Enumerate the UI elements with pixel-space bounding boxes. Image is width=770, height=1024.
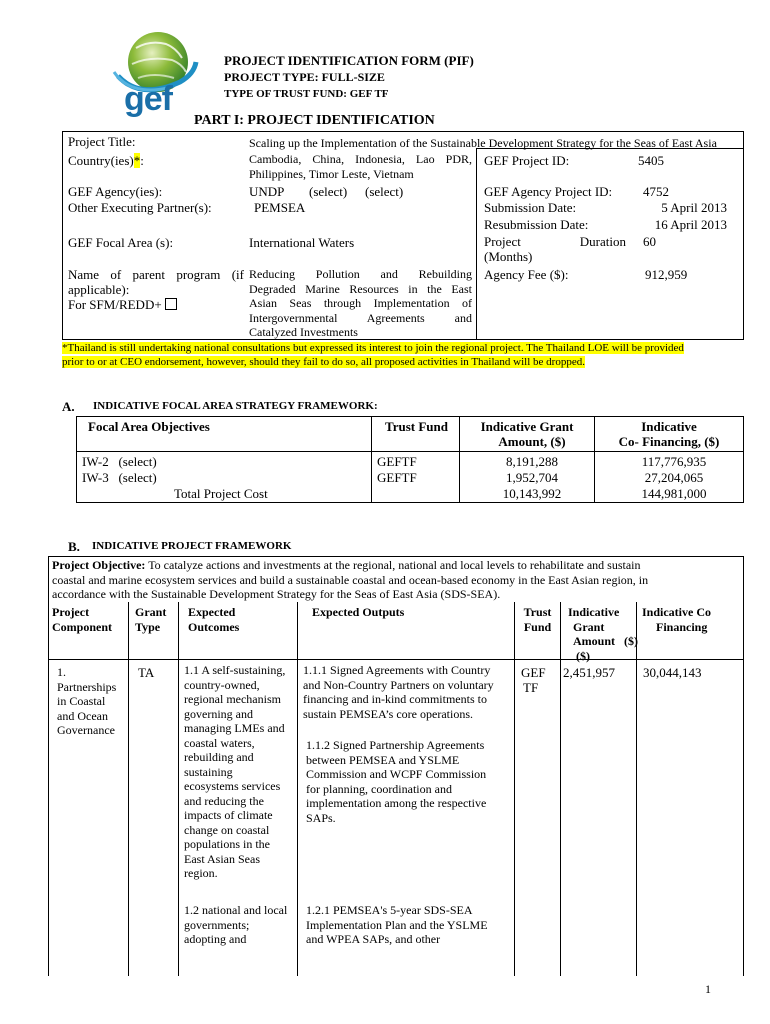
b-output-1-1-2: 1.1.2 Signed Partnership Agreements between PEMSEA and YSLME Commission and WCPF Commission for planning, coordination and implementation among the respective SAPs. (306, 738, 487, 825)
b-trust-fund-gef-tf: GEF TF (521, 665, 546, 695)
b-col5 (560, 602, 561, 976)
b-col1 (128, 602, 129, 976)
part1-left-border (62, 131, 63, 340)
agency-fee-value: 912,959 (645, 267, 688, 282)
form-title: PROJECT IDENTIFICATION FORM (PIF) (224, 53, 474, 68)
logo-wordmark: gef (124, 80, 172, 118)
a-total-cofin: 144,981,000 (641, 486, 707, 501)
a-table-top (76, 416, 744, 417)
b-col6 (636, 602, 637, 976)
a-total-grant: 10,143,992 (502, 486, 562, 501)
duration-value: 60 (643, 234, 656, 249)
project-title-value: Scaling up the Implementation of the Sustainable Development Strategy for the Seas of East Asia (249, 136, 717, 150)
gef-logo (110, 22, 200, 122)
b-component-1: 1. Partnerships in Coastal and Ocean Governance (57, 665, 117, 737)
project-type: PROJECT TYPE: FULL-SIZE (224, 70, 385, 84)
b-outcome-1-1: 1.1 A self-sustaining, country-owned, regional mechanism governing and managing LMEs and coastal waters, rebuilding and sustaining ecosystems services and reducing the impacts of climate change on coastal populations in the East Asian Seas region. (184, 663, 286, 880)
parent-program-label: Name of parent program (if applicable): For SFM/REDD+ (68, 267, 244, 312)
focal-area-value: International Waters (249, 235, 355, 250)
country-label: Country(ies)*: (68, 153, 144, 168)
sfm-redd-checkbox[interactable] (165, 298, 177, 310)
a-header-cofin: Indicative Co- Financing, ($) (618, 419, 720, 449)
gef-agency-label: GEF Agency(ies): (68, 184, 163, 199)
a-row1-objective: IW-2 (select) (82, 454, 157, 469)
b-table-head-bottom (48, 659, 744, 660)
part1-col-divider (476, 148, 477, 339)
a-table-left (76, 416, 77, 503)
b-header-component: Project Component (52, 605, 113, 634)
gef-project-id-value: 5405 (638, 153, 664, 168)
a-header-objectives: Focal Area Objectives (88, 419, 210, 434)
resubmission-date-value: 16 April 2013 (654, 217, 727, 232)
b-header-cofin: Indicative Co Financing ($) (624, 605, 711, 648)
b-header-grant-amount: Indicative Grant Amount ($) (568, 605, 620, 663)
b-table-right (743, 556, 744, 976)
page-number: 1 (705, 982, 711, 996)
a-header-grant: Indicative Grant Amount, ($) (480, 419, 574, 449)
b-col4 (514, 602, 515, 976)
other-exec-label: Other Executing Partner(s): (68, 200, 212, 215)
b-header-outputs: Expected Outputs (312, 605, 405, 619)
b-col2 (178, 602, 179, 976)
a-table-col1 (371, 416, 372, 503)
b-col3 (297, 602, 298, 976)
b-output-1-1-1: 1.1.1 Signed Agreements with Country and Non-Country Partners on voluntary financing and in-kind commitments to sustain PEMSEA’s core operations. (303, 663, 494, 721)
section-b-letter: B. (68, 539, 80, 554)
b-table-top (48, 556, 744, 557)
project-title-label: Project Title: (68, 134, 136, 149)
gef-project-id-label: GEF Project ID: (484, 153, 570, 168)
a-table-head-bottom (76, 451, 744, 452)
a-header-trust-fund: Trust Fund (385, 419, 448, 434)
submission-date-value: 5 April 2013 (661, 200, 727, 215)
agency-select-2[interactable]: (select) (365, 184, 404, 199)
b-output-1-2-1: 1.2.1 PEMSEA's 5-year SDS-SEA Implementation Plan and the YSLME and WPEA SAPs, and other (306, 903, 488, 946)
part1-right-border (743, 131, 744, 340)
section-a-title: INDICATIVE FOCAL AREA STRATEGY FRAMEWORK: (93, 400, 378, 412)
b-table-left (48, 556, 49, 976)
trust-fund-type: TYPE OF TRUST FUND: GEF TF (224, 88, 389, 100)
a-table-bottom (76, 502, 744, 503)
agency-select-1[interactable]: (select) (309, 184, 348, 199)
submission-date-label: Submission Date: (484, 200, 577, 215)
parent-program-value: Reducing Pollution and Rebuilding Degraded Marine Resources in the East Asian Seas through Implementation of Intergovernmental Agreements and Catalyzed Investments (249, 267, 472, 339)
section-a-letter: A. (62, 399, 75, 414)
b-outcome-1-2: 1.2 national and local governments; adopting and (184, 903, 288, 946)
a-row1-cofin: 117,776,935 (641, 454, 707, 469)
b-cofin-amount-1: 30,044,143 (643, 665, 702, 680)
b-header-outcomes: Expected Outcomes (188, 605, 240, 634)
thailand-note: *Thailand is still undertaking national consultations but expressed its interest to join the regional project. The Thailand LOE will be provided prior to or at CEO endorsement, however, should they fail to do so, all proposed activities in Thailand will be dropped. (62, 342, 684, 368)
b-grant-amount-1: 2,451,957 (563, 665, 615, 680)
part1-title: PART I: PROJECT IDENTIFICATION (194, 113, 435, 128)
a-total-label: Total Project Cost (174, 486, 268, 501)
part1-top-border (62, 131, 744, 132)
country-value: Cambodia, China, Indonesia, Lao PDR, Philippines, Timor Leste, Vietnam (249, 152, 472, 181)
agency-fee-label: Agency Fee ($): (484, 267, 569, 282)
b-header-grant-type: Grant Type (135, 605, 167, 634)
a-row2-cofin: 27,204,065 (644, 470, 704, 485)
a-row2-grant: 1,952,704 (506, 470, 558, 485)
resubmission-date-label: Resubmission Date: (484, 217, 589, 232)
b-header-trust-fund: Trust Fund (523, 605, 552, 634)
a-row1-grant: 8,191,288 (506, 454, 558, 469)
a-row1-trust-fund: GEFTF (377, 454, 417, 469)
gef-agency-project-id-label: GEF Agency Project ID: (484, 184, 613, 199)
b-project-objective: Project Objective: To catalyze actions and investments at the regional, national and local levels to rehabilitate and sustain coastal and marine ecosystem services and build a sustainable coastal and ocean-based economy in the East Asian region, in accordance with the Sustainable Development Strategy for the Seas of East Asia (SDS-SEA). (52, 558, 649, 601)
duration-label: Project Duration (Months) (484, 234, 626, 264)
a-row2-trust-fund: GEFTF (377, 470, 417, 485)
gef-agency-value: UNDP (select) (select) (249, 184, 404, 199)
section-b-title: INDICATIVE PROJECT FRAMEWORK (92, 540, 292, 552)
a-row2-objective: IW-3 (select) (82, 470, 157, 485)
focal-area-label: GEF Focal Area (s): (68, 235, 174, 250)
gef-agency-project-id-value: 4752 (643, 184, 669, 199)
other-exec-value: PEMSEA (254, 200, 306, 215)
b-grant-type-ta: TA (138, 665, 155, 680)
